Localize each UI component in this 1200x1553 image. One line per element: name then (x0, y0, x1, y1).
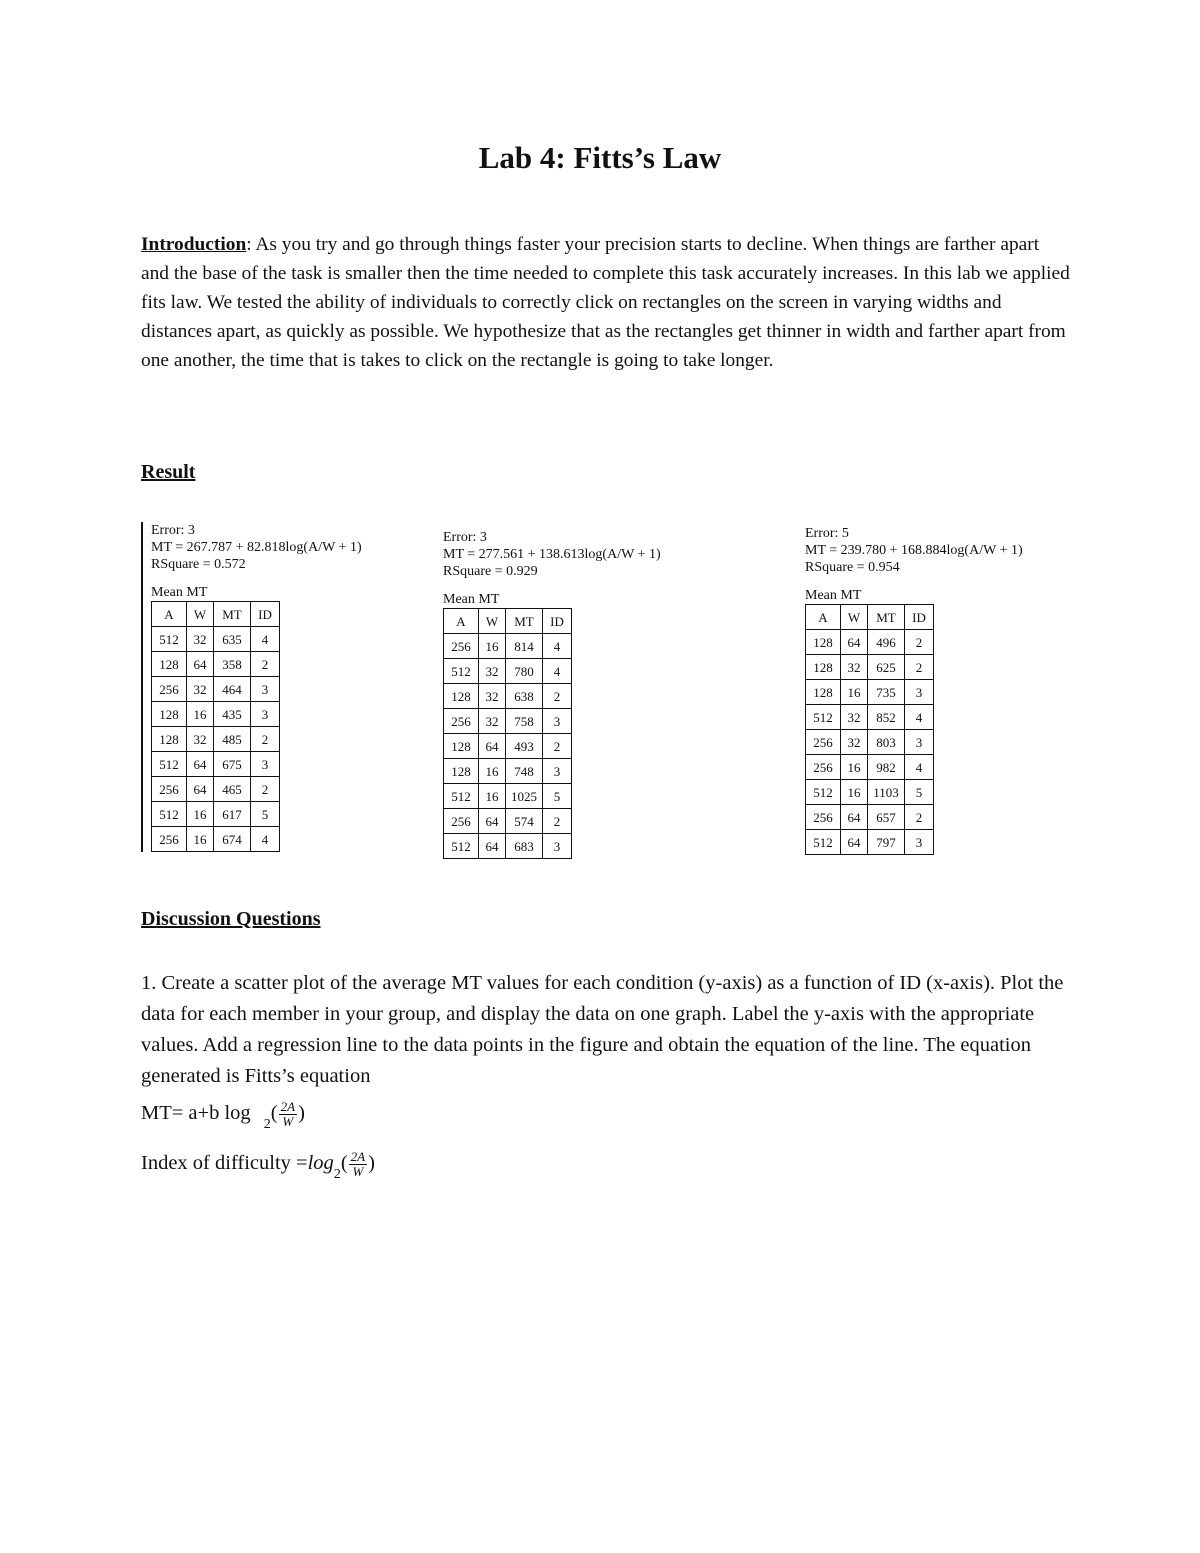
regression-equation: MT = 267.787 + 82.818log(A/W + 1) (151, 540, 362, 555)
table-cell: 780 (506, 659, 543, 684)
discussion-question-1: 1. Create a scatter plot of the average MT values for each condition (y-axis) as a function of ID (x-axis). Plot the data for each member in your group, and display the data on one graph. Label the y-axis with the appropriate values. Add a regression line to the data points in the figure and obtain the equation of the line. The equation generated is Fitts’s equation (141, 972, 1064, 1087)
table-cell: 256 (806, 755, 841, 780)
table-cell: 128 (152, 702, 187, 727)
table-cell: 4 (905, 705, 934, 730)
table-cell: 1103 (868, 780, 905, 805)
log-base: 2 (333, 1167, 341, 1183)
table-cell: 4 (251, 627, 280, 652)
table-cell: 256 (152, 677, 187, 702)
table-cell: 16 (841, 680, 868, 705)
error-count: Error: 3 (443, 530, 487, 545)
fraction-denominator: W (352, 1164, 364, 1179)
table-cell: 5 (251, 802, 280, 827)
table-cell: 128 (806, 630, 841, 655)
table-cell: 2 (251, 777, 280, 802)
table-cell: 574 (506, 809, 543, 834)
fraction-denominator: W (282, 1114, 294, 1129)
table-row (444, 834, 572, 859)
table-cell: 16 (841, 780, 868, 805)
table-cell: 617 (214, 802, 251, 827)
table-cell: 852 (868, 705, 905, 730)
id-equation-prefix: Index of difficulty = (141, 1152, 308, 1175)
table-cell: 512 (806, 830, 841, 855)
table-cell: 3 (905, 680, 934, 705)
table-cell: 4 (543, 634, 572, 659)
table-header-row (444, 609, 572, 634)
table-row (806, 680, 934, 705)
table-cell: 2 (251, 727, 280, 752)
table-cell: 496 (868, 630, 905, 655)
table-cell: 493 (506, 734, 543, 759)
fraction (349, 1150, 367, 1179)
table-row (152, 827, 280, 852)
regression-equation: MT = 277.561 + 138.613log(A/W + 1) (443, 547, 661, 562)
table-cell: 512 (806, 780, 841, 805)
introduction-paragraph (141, 230, 1071, 375)
table-row (152, 702, 280, 727)
table-cell: 32 (479, 684, 506, 709)
table-cell: 64 (187, 752, 214, 777)
rsquare-value: RSquare = 0.929 (443, 564, 538, 579)
table-cell: 32 (479, 659, 506, 684)
table-cell: 4 (251, 827, 280, 852)
table-cell: 64 (479, 834, 506, 859)
table-cell: 256 (444, 634, 479, 659)
table-cell: 128 (152, 727, 187, 752)
column-header: A (152, 602, 187, 627)
table-cell: 2 (905, 655, 934, 680)
table-cell: 2 (543, 734, 572, 759)
table-cell: 512 (806, 705, 841, 730)
table-cell: 3 (905, 830, 934, 855)
table-row (152, 652, 280, 677)
table-cell: 675 (214, 752, 251, 777)
table-cell: 435 (214, 702, 251, 727)
table-cell: 814 (506, 634, 543, 659)
table-cell: 64 (187, 652, 214, 677)
table-row (806, 705, 934, 730)
table-cell: 464 (214, 677, 251, 702)
table-cell: 32 (187, 677, 214, 702)
table-cell: 5 (905, 780, 934, 805)
table-cell: 128 (444, 734, 479, 759)
error-count: Error: 5 (805, 526, 849, 541)
table-cell: 64 (841, 630, 868, 655)
table-cell: 512 (152, 627, 187, 652)
rsquare-value: RSquare = 0.954 (805, 560, 900, 575)
table-cell: 797 (868, 830, 905, 855)
table-cell: 3 (905, 730, 934, 755)
error-count: Error: 3 (151, 523, 195, 538)
table-cell: 3 (543, 834, 572, 859)
table-cell: 16 (841, 755, 868, 780)
table-cell: 128 (806, 680, 841, 705)
table-cell: 5 (543, 784, 572, 809)
table-cell: 735 (868, 680, 905, 705)
table-row (806, 755, 934, 780)
discussion-heading: Discussion Questions (141, 908, 321, 930)
column-header: MT (506, 609, 543, 634)
table-cell: 803 (868, 730, 905, 755)
table-cell: 4 (905, 755, 934, 780)
table-cell: 3 (543, 759, 572, 784)
table-cell: 64 (479, 734, 506, 759)
log-base: 2 (263, 1117, 271, 1133)
table-header-row (806, 605, 934, 630)
fitts-equation-prefix: MT= a+b log (141, 1102, 251, 1125)
result-heading: Result (141, 461, 196, 483)
table-row (444, 734, 572, 759)
table-cell: 2 (543, 684, 572, 709)
table-cell: 16 (187, 802, 214, 827)
table-cell: 64 (187, 777, 214, 802)
table-cell: 32 (841, 655, 868, 680)
table-cell: 465 (214, 777, 251, 802)
table-row (152, 752, 280, 777)
table-cell: 982 (868, 755, 905, 780)
table-cell: 512 (444, 784, 479, 809)
table-cell: 625 (868, 655, 905, 680)
table-cell: 4 (543, 659, 572, 684)
column-header: W (841, 605, 868, 630)
rsquare-value: RSquare = 0.572 (151, 557, 246, 572)
table-cell: 16 (187, 827, 214, 852)
table-cell: 512 (152, 802, 187, 827)
table-cell: 128 (444, 759, 479, 784)
table-cell: 256 (444, 809, 479, 834)
index-of-difficulty-equation (141, 1149, 375, 1183)
table-row (806, 655, 934, 680)
result-panel-2 (443, 529, 661, 859)
fraction (279, 1100, 297, 1129)
table-cell: 358 (214, 652, 251, 677)
regression-equation: MT = 239.780 + 168.884log(A/W + 1) (805, 543, 1023, 558)
table-cell: 32 (187, 627, 214, 652)
table-cell: 512 (152, 752, 187, 777)
column-header: ID (251, 602, 280, 627)
table-cell: 32 (479, 709, 506, 734)
table-cell: 16 (479, 634, 506, 659)
table-row (444, 809, 572, 834)
paren-open: ( (340, 1152, 348, 1175)
table-row (444, 784, 572, 809)
mean-mt-label: Mean MT (805, 588, 862, 603)
table-cell: 512 (444, 834, 479, 859)
column-header: A (806, 605, 841, 630)
table-row (152, 627, 280, 652)
mean-mt-table (151, 601, 280, 852)
column-header: MT (214, 602, 251, 627)
table-cell: 2 (251, 652, 280, 677)
result-panel-1 (141, 522, 362, 852)
table-cell: 638 (506, 684, 543, 709)
result-panel-3 (805, 525, 1023, 855)
mean-mt-label: Mean MT (443, 592, 500, 607)
column-header: ID (905, 605, 934, 630)
table-cell: 16 (479, 784, 506, 809)
table-cell: 256 (806, 730, 841, 755)
mean-mt-table (805, 604, 934, 855)
table-cell: 16 (479, 759, 506, 784)
table-cell: 2 (905, 630, 934, 655)
table-cell: 256 (444, 709, 479, 734)
fraction-numerator: 2A (350, 1149, 366, 1164)
fraction-numerator: 2A (280, 1099, 296, 1114)
column-header: A (444, 609, 479, 634)
table-row (152, 727, 280, 752)
paren-open: ( (270, 1102, 278, 1125)
table-cell: 3 (543, 709, 572, 734)
table-row (806, 830, 934, 855)
table-cell: 256 (152, 777, 187, 802)
table-cell: 64 (479, 809, 506, 834)
table-cell: 64 (841, 830, 868, 855)
table-cell: 2 (543, 809, 572, 834)
table-cell: 657 (868, 805, 905, 830)
table-row (444, 659, 572, 684)
table-cell: 256 (806, 805, 841, 830)
column-header: MT (868, 605, 905, 630)
table-cell: 485 (214, 727, 251, 752)
table-row (152, 777, 280, 802)
introduction-heading: Introduction (141, 234, 247, 255)
table-row (806, 630, 934, 655)
table-cell: 3 (251, 752, 280, 777)
table-row (444, 709, 572, 734)
table-cell: 3 (251, 702, 280, 727)
table-cell: 32 (187, 727, 214, 752)
table-cell: 128 (806, 655, 841, 680)
table-cell: 1025 (506, 784, 543, 809)
paren-close: ) (368, 1152, 375, 1175)
table-cell: 64 (841, 805, 868, 830)
table-cell: 16 (187, 702, 214, 727)
table-cell: 758 (506, 709, 543, 734)
table-cell: 32 (841, 730, 868, 755)
table-cell: 128 (152, 652, 187, 677)
table-cell: 128 (444, 684, 479, 709)
introduction-text: : As you try and go through things faster your precision starts to decline. When things are farther apart and the base of the task is smaller then the time needed to complete this task accurately increases. In this lab we applied fits law. We tested the ability of individuals to correctly click on rectangles on the screen in varying widths and distances apart, as quickly as possible. We hypothesize that as the rectangles get thinner in width and farther apart from one another, the time that is takes to click on the rectangle is going to take longer. (141, 234, 1070, 371)
table-cell: 32 (841, 705, 868, 730)
table-header-row (152, 602, 280, 627)
table-cell: 256 (152, 827, 187, 852)
mean-mt-label: Mean MT (151, 585, 208, 600)
table-cell: 2 (905, 805, 934, 830)
table-cell: 635 (214, 627, 251, 652)
table-row (444, 684, 572, 709)
table-row (152, 802, 280, 827)
table-row (806, 805, 934, 830)
table-row (444, 634, 572, 659)
table-cell: 674 (214, 827, 251, 852)
table-cell: 683 (506, 834, 543, 859)
table-row (806, 780, 934, 805)
fitts-equation (141, 1099, 305, 1133)
column-header: W (479, 609, 506, 634)
table-cell: 512 (444, 659, 479, 684)
column-header: W (187, 602, 214, 627)
column-header: ID (543, 609, 572, 634)
table-row (806, 730, 934, 755)
table-cell: 748 (506, 759, 543, 784)
page-title: Lab 4: Fitts’s Law (478, 140, 722, 175)
paren-close: ) (298, 1102, 305, 1125)
table-cell: 3 (251, 677, 280, 702)
log-label: log (307, 1152, 334, 1175)
table-row (152, 677, 280, 702)
mean-mt-table (443, 608, 572, 859)
table-row (444, 759, 572, 784)
